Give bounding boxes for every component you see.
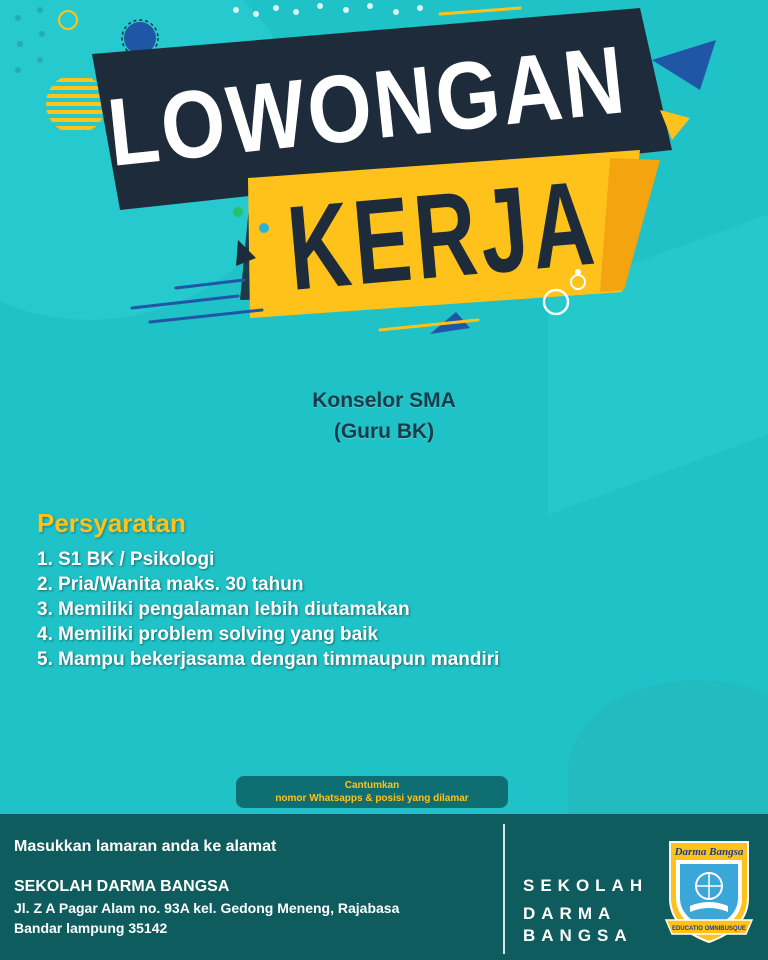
footer-address-line1: Jl. Z A Pagar Alam no. 93A kel. Gedong Meneng, Rajabasa (14, 900, 400, 916)
list-item: 3. Memiliki pengalaman lebih diutamakan (37, 599, 410, 620)
logo-name: Darma Bangsa (674, 846, 744, 858)
headline-line1: LOWONGAN (103, 17, 717, 187)
list-item: 1. S1 BK / Psikologi (37, 549, 215, 570)
application-note (236, 776, 508, 808)
requirements-list (37, 547, 499, 672)
school-logo-icon (662, 836, 756, 948)
footer (0, 814, 768, 960)
ring-icon (59, 11, 77, 29)
logo-motto: EDUCATIO OMNIBUSQUE (672, 926, 746, 932)
decorative-dots (233, 3, 423, 17)
requirements-title: Persyaratan (37, 508, 186, 538)
triangle-icon (652, 40, 716, 90)
headline-banner (0, 0, 768, 360)
brand-word: DARMA (523, 904, 617, 923)
list-item: 2. Pria/Wanita maks. 30 tahun (37, 574, 304, 595)
footer-divider (503, 824, 505, 954)
headline-line2: KERJA (282, 144, 730, 316)
note-line1: Cantumkan (344, 780, 400, 791)
list-item: 4. Memiliki problem solving yang baik (37, 624, 379, 645)
brand-word: SEKOLAH (523, 876, 649, 895)
footer-address-line2: Bandar lampung 35142 (14, 920, 168, 936)
list-item: 5. Mampu bekerjasama dengan timmaupun mandiri (37, 649, 500, 670)
note-line2: nomor Whatsapps & posisi yang dilamar (275, 793, 469, 804)
footer-school-name: SEKOLAH DARMA BANGSA (14, 878, 230, 895)
brand-word: BANGSA (523, 926, 633, 945)
position-subtitle: (Guru BK) (333, 420, 435, 443)
footer-intro: Masukkan lamaran anda ke alamat (14, 838, 277, 855)
position-title: Konselor SMA (312, 389, 456, 412)
